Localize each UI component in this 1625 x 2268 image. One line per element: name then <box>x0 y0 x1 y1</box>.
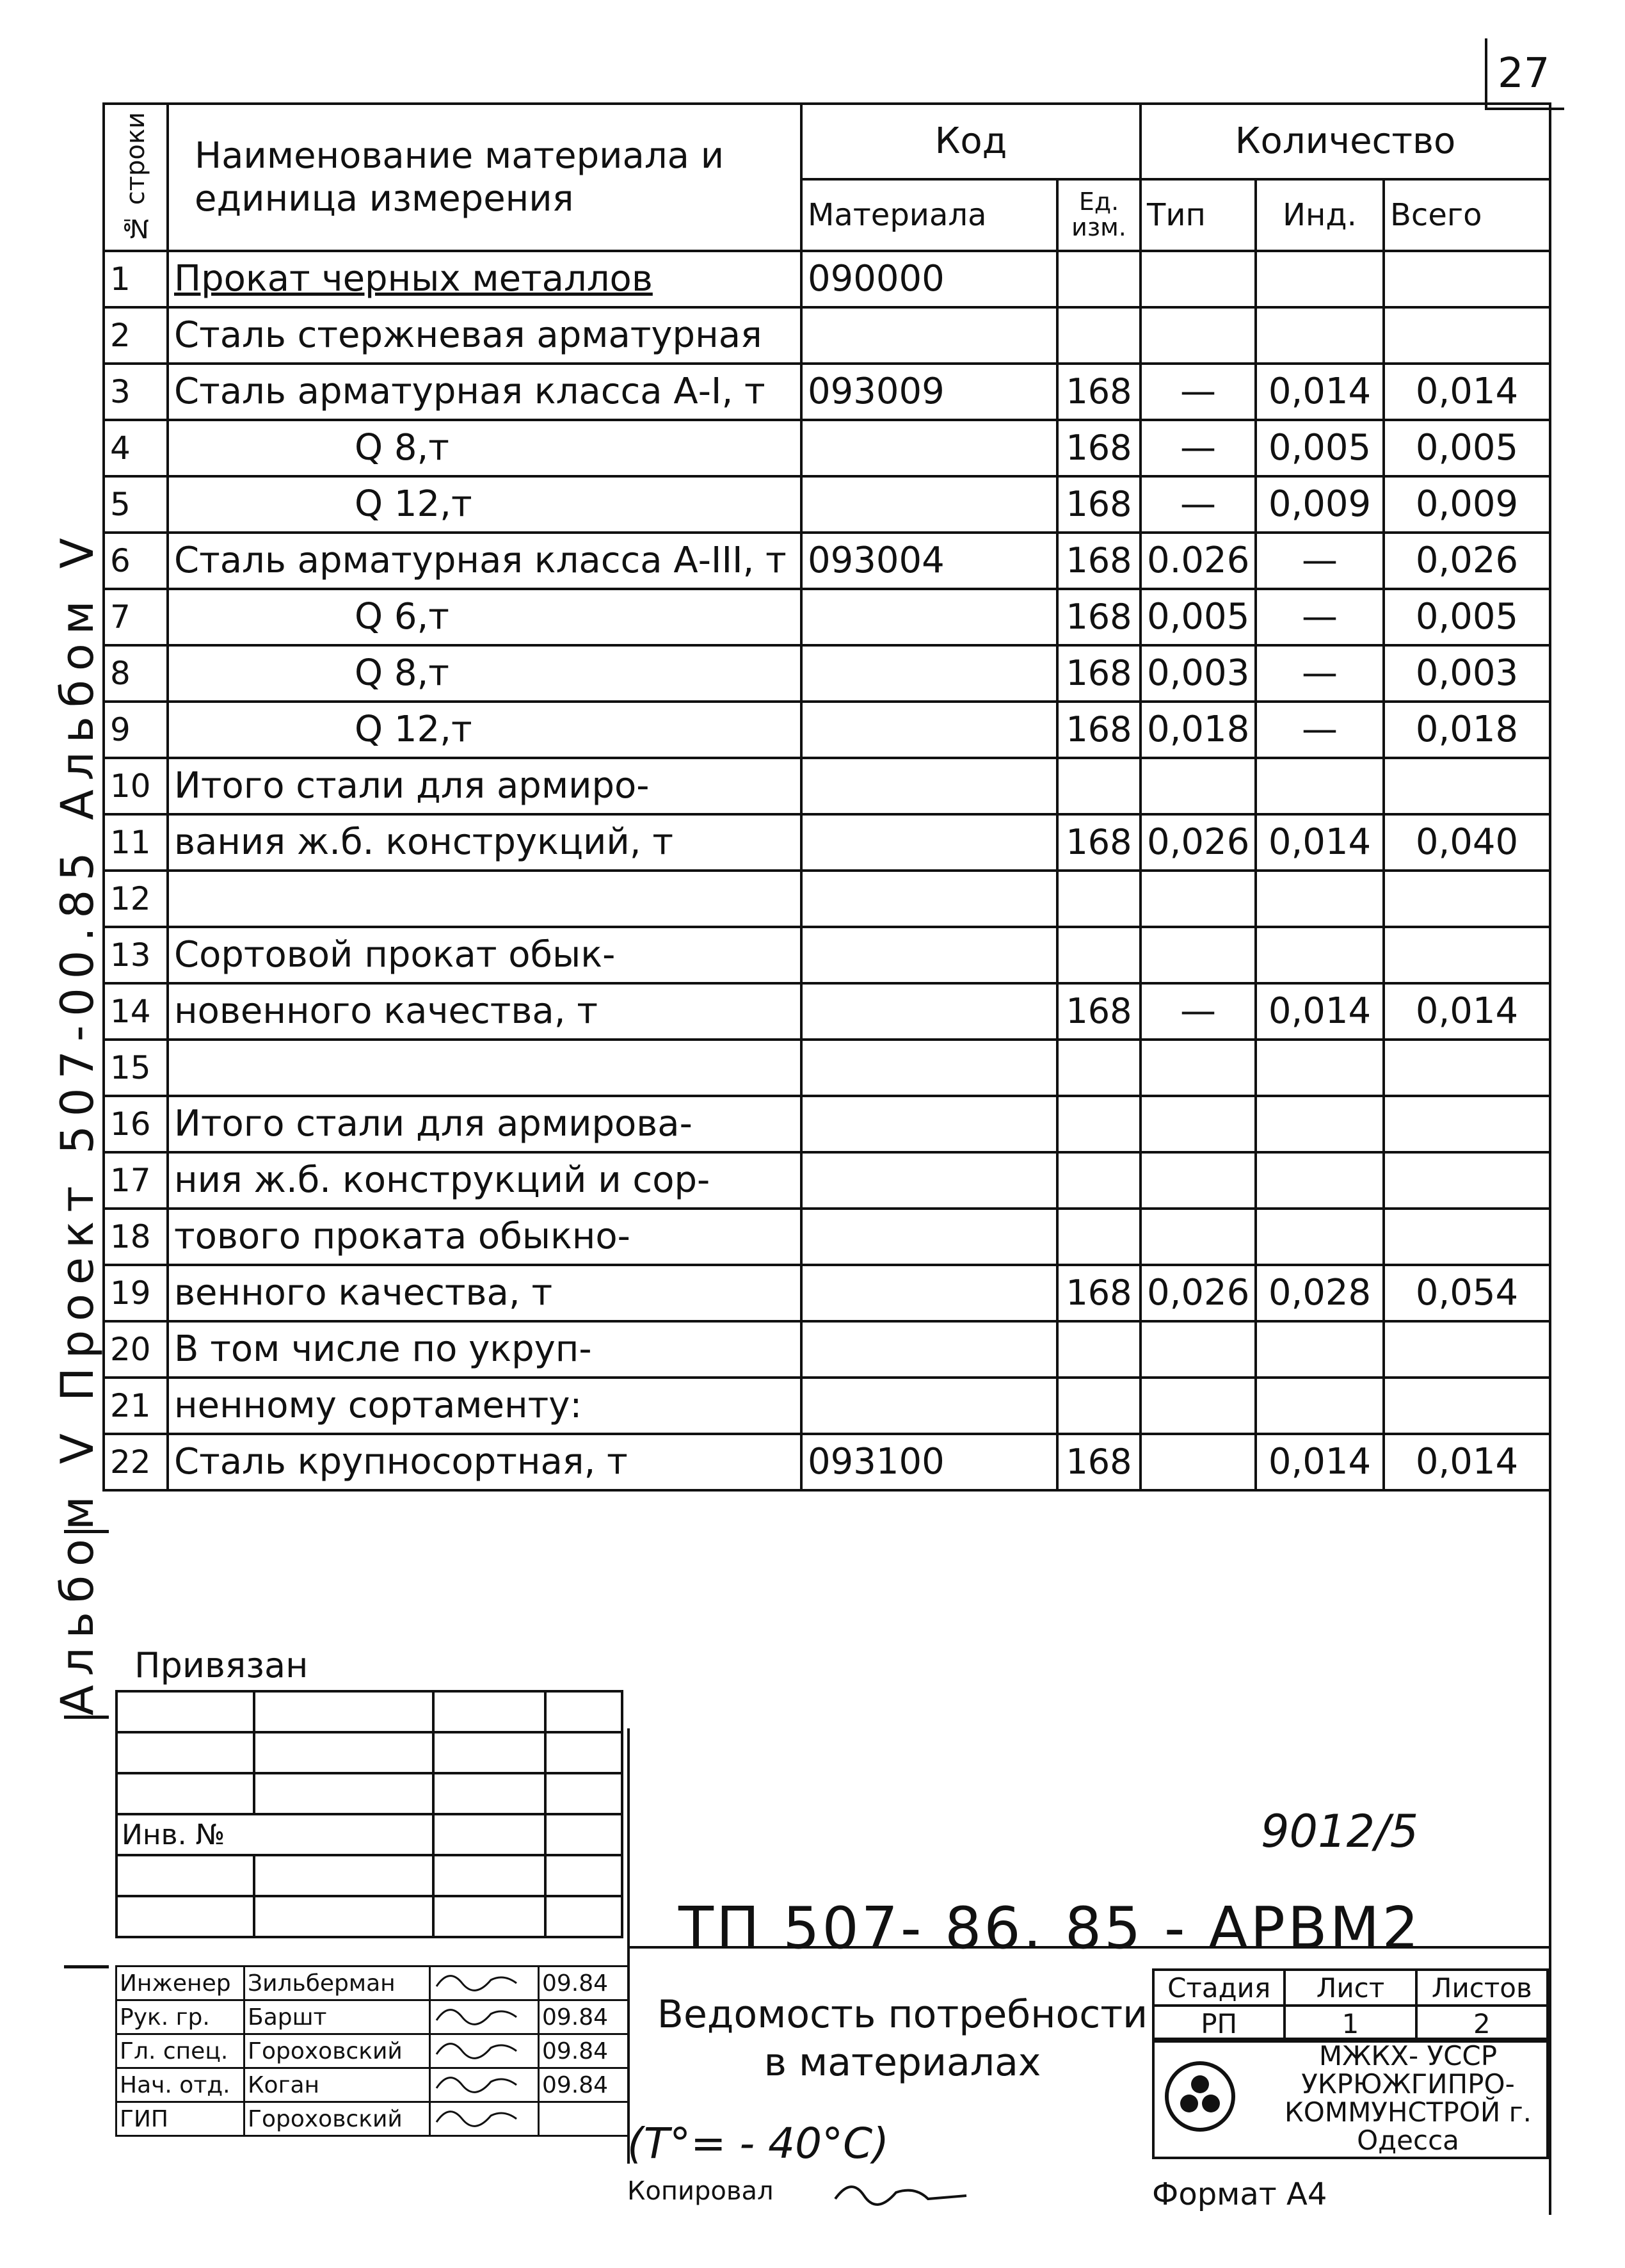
qty-type <box>1141 1209 1256 1265</box>
material-name: Прокат черных металлов <box>168 251 801 307</box>
row-number: 4 <box>104 420 168 476</box>
material-name: ния ж.б. конструкций и сор- <box>168 1152 801 1209</box>
qty-type <box>1141 1040 1256 1096</box>
material-code <box>801 1265 1057 1321</box>
sheets-value: 2 <box>1416 2006 1548 2041</box>
material-name: Q 8,т <box>168 645 801 702</box>
qty-type: 0,005 <box>1141 589 1256 645</box>
material-code <box>801 1209 1057 1265</box>
signature-role: Рук. гр. <box>116 2000 244 2034</box>
material-code <box>801 1096 1057 1152</box>
qty-total: 0,026 <box>1384 533 1550 589</box>
header-code: Код <box>801 104 1141 179</box>
unit-code <box>1057 1321 1141 1378</box>
signature-row <box>116 2034 628 2068</box>
signature-date: 09.84 <box>539 2000 628 2034</box>
material-name: ненному сортаменту: <box>168 1378 801 1434</box>
unit-code <box>1057 1152 1141 1209</box>
header-qty-ind: Инд. <box>1256 179 1384 251</box>
unit-code <box>1057 927 1141 983</box>
materials-table <box>102 102 1551 1492</box>
qty-ind: 0,005 <box>1256 420 1384 476</box>
sheet-value: 1 <box>1285 2006 1416 2041</box>
material-name: Сталь крупносортная, т <box>168 1434 801 1490</box>
unit-code: 168 <box>1057 533 1141 589</box>
material-code: 093100 <box>801 1434 1057 1490</box>
table-row <box>104 1378 1550 1434</box>
material-code <box>801 1378 1057 1434</box>
material-code: 093004 <box>801 533 1057 589</box>
qty-type <box>1141 1321 1256 1378</box>
row-number: 9 <box>104 702 168 758</box>
row-number: 11 <box>104 814 168 871</box>
unit-code <box>1057 1209 1141 1265</box>
qty-ind: — <box>1256 645 1384 702</box>
signature-date: 09.84 <box>539 1966 628 2000</box>
qty-type <box>1141 1434 1256 1490</box>
material-name: Q 12,т <box>168 702 801 758</box>
qty-total <box>1384 251 1550 307</box>
material-name: новенного качества, т <box>168 983 801 1040</box>
temperature-note: (Т°= - 40°С) <box>627 2119 889 2168</box>
row-number: 1 <box>104 251 168 307</box>
row-number: 19 <box>104 1265 168 1321</box>
qty-ind <box>1256 1152 1384 1209</box>
material-name: Итого стали для армирова- <box>168 1096 801 1152</box>
material-name: Сортовой прокат обык- <box>168 927 801 983</box>
qty-total <box>1384 307 1550 364</box>
material-name: вания ж.б. конструкций, т <box>168 814 801 871</box>
qty-ind: 0,028 <box>1256 1265 1384 1321</box>
title-divider <box>627 1946 1549 1949</box>
row-number: 2 <box>104 307 168 364</box>
qty-total: 0,005 <box>1384 589 1550 645</box>
material-code <box>801 758 1057 814</box>
qty-type <box>1141 251 1256 307</box>
qty-type: 0,003 <box>1141 645 1256 702</box>
header-code-material: Материала <box>801 179 1057 251</box>
signature-name: Гороховский <box>244 2034 430 2068</box>
row-number: 12 <box>104 871 168 927</box>
signature-name: Гороховский <box>244 2102 430 2136</box>
table-row <box>104 1040 1550 1096</box>
qty-type <box>1141 307 1256 364</box>
signature-row <box>116 1966 628 2000</box>
qty-total: 0,018 <box>1384 702 1550 758</box>
qty-ind <box>1256 871 1384 927</box>
table-row <box>104 420 1550 476</box>
qty-ind: 0,014 <box>1256 364 1384 420</box>
material-name: Сталь арматурная класса А-III, т <box>168 533 801 589</box>
qty-total <box>1384 871 1550 927</box>
material-code <box>801 702 1057 758</box>
header-qty-type: Тип <box>1141 179 1256 251</box>
signature-role: ГИП <box>116 2102 244 2136</box>
qty-type <box>1141 1152 1256 1209</box>
document-code: ТП 507- 86. 85 - АРВМ2 <box>678 1895 1421 1962</box>
qty-ind: 0,009 <box>1256 476 1384 533</box>
table-row <box>104 983 1550 1040</box>
qty-total: 0,014 <box>1384 983 1550 1040</box>
table-row <box>104 1209 1550 1265</box>
unit-code: 168 <box>1057 645 1141 702</box>
material-name: Итого стали для армиро- <box>168 758 801 814</box>
signature-role: Нач. отд. <box>116 2068 244 2102</box>
qty-type: — <box>1141 476 1256 533</box>
format-label: Формат А4 <box>1152 2176 1327 2212</box>
material-code <box>801 1321 1057 1378</box>
qty-type: — <box>1141 420 1256 476</box>
organization-name: МЖКХ- УССР УКРЮЖГИПРО- КОММУНСТРОЙ г. Одесса <box>1284 2040 1532 2157</box>
table-row <box>104 1321 1550 1378</box>
unit-code: 168 <box>1057 1434 1141 1490</box>
unit-code: 168 <box>1057 364 1141 420</box>
material-code <box>801 645 1057 702</box>
table-row <box>104 251 1550 307</box>
unit-code: 168 <box>1057 983 1141 1040</box>
unit-code <box>1057 251 1141 307</box>
copyist-signature <box>832 2173 973 2219</box>
signature-name: Зильберман <box>244 1966 430 2000</box>
sheets-header: Листов <box>1416 1970 1548 2006</box>
signature-row <box>116 2000 628 2034</box>
document-number: 9012/5 <box>1261 1805 1419 1858</box>
qty-total <box>1384 1321 1550 1378</box>
margin-tick <box>64 1530 109 1533</box>
signature-date <box>539 2102 628 2136</box>
unit-code: 168 <box>1057 476 1141 533</box>
organization-logo-icon <box>1165 2061 1235 2132</box>
row-number: 14 <box>104 983 168 1040</box>
material-code <box>801 871 1057 927</box>
qty-total: 0,040 <box>1384 814 1550 871</box>
page-number: 27 <box>1498 50 1550 97</box>
material-name: Сталь стержневая арматурная <box>168 307 801 364</box>
sheet-header: Лист <box>1285 1970 1416 2006</box>
unit-code <box>1057 1040 1141 1096</box>
material-name: Q 12,т <box>168 476 801 533</box>
qty-ind: 0,014 <box>1256 1434 1384 1490</box>
unit-code <box>1057 307 1141 364</box>
material-code <box>801 420 1057 476</box>
qty-type: — <box>1141 983 1256 1040</box>
unit-code: 168 <box>1057 420 1141 476</box>
signatures-table <box>115 1965 629 2137</box>
qty-ind <box>1256 758 1384 814</box>
qty-type: 0,026 <box>1141 814 1256 871</box>
signature-name: Баршт <box>244 2000 430 2034</box>
side-album-label: Альбом V Проект 507-00.85 Альбом V <box>51 529 104 1716</box>
material-code <box>801 814 1057 871</box>
signature-row <box>116 2068 628 2102</box>
material-code <box>801 307 1057 364</box>
table-row <box>104 307 1550 364</box>
table-row <box>104 476 1550 533</box>
row-number: 18 <box>104 1209 168 1265</box>
signature-name: Коган <box>244 2068 430 2102</box>
qty-ind: — <box>1256 533 1384 589</box>
row-number: 21 <box>104 1378 168 1434</box>
row-number: 16 <box>104 1096 168 1152</box>
material-code <box>801 927 1057 983</box>
row-number: 13 <box>104 927 168 983</box>
row-number: 3 <box>104 364 168 420</box>
qty-type <box>1141 1096 1256 1152</box>
qty-ind <box>1256 251 1384 307</box>
privyazan-grid <box>115 1690 623 1938</box>
unit-code: 168 <box>1057 589 1141 645</box>
material-code <box>801 589 1057 645</box>
qty-total: 0,014 <box>1384 364 1550 420</box>
qty-type <box>1141 871 1256 927</box>
header-name: Наименование материала и единица измерения <box>168 104 801 251</box>
qty-ind <box>1256 1209 1384 1265</box>
table-row <box>104 927 1550 983</box>
row-number: 15 <box>104 1040 168 1096</box>
row-number: 10 <box>104 758 168 814</box>
materials-rows <box>104 251 1550 1490</box>
unit-code <box>1057 1096 1141 1152</box>
row-number: 8 <box>104 645 168 702</box>
signature-role: Инженер <box>116 1966 244 2000</box>
signature-mark <box>430 2102 539 2136</box>
row-number: 17 <box>104 1152 168 1209</box>
qty-ind <box>1256 1096 1384 1152</box>
document-title: Ведомость потребности в материалах <box>657 1992 1148 2085</box>
material-name <box>168 871 801 927</box>
qty-total: 0,003 <box>1384 645 1550 702</box>
material-code: 090000 <box>801 251 1057 307</box>
signature-mark <box>430 2068 539 2102</box>
material-code <box>801 1152 1057 1209</box>
row-number: 6 <box>104 533 168 589</box>
qty-type: — <box>1141 364 1256 420</box>
qty-total <box>1384 1152 1550 1209</box>
qty-ind <box>1256 1040 1384 1096</box>
header-row-no: № строки <box>104 104 168 251</box>
unit-code: 168 <box>1057 702 1141 758</box>
qty-total: 0,009 <box>1384 476 1550 533</box>
row-number: 22 <box>104 1434 168 1490</box>
stage-header: Стадия <box>1153 1970 1285 2006</box>
table-row <box>104 1265 1550 1321</box>
qty-total <box>1384 927 1550 983</box>
qty-total: 0,054 <box>1384 1265 1550 1321</box>
header-code-unit: Ед. изм. <box>1057 179 1141 251</box>
table-row <box>104 645 1550 702</box>
signature-date: 09.84 <box>539 2034 628 2068</box>
inv-no-label: Инв. № <box>116 1814 433 1855</box>
signature-mark <box>430 2000 539 2034</box>
qty-type: 0,026 <box>1141 1265 1256 1321</box>
material-name: тового проката обыкно- <box>168 1209 801 1265</box>
table-row <box>104 702 1550 758</box>
qty-type <box>1141 1378 1256 1434</box>
margin-tick <box>64 1716 109 1719</box>
signature-row <box>116 2102 628 2136</box>
qty-ind: 0,014 <box>1256 983 1384 1040</box>
stage-value: РП <box>1153 2006 1285 2041</box>
qty-ind <box>1256 927 1384 983</box>
material-name: Q 6,т <box>168 589 801 645</box>
table-row <box>104 533 1550 589</box>
copied-label: Копировал <box>627 2176 774 2206</box>
header-qty-total: Всего <box>1384 179 1550 251</box>
table-row <box>104 1434 1550 1490</box>
signature-role: Гл. спец. <box>116 2034 244 2068</box>
unit-code: 168 <box>1057 1265 1141 1321</box>
table-row <box>104 1152 1550 1209</box>
table-row <box>104 364 1550 420</box>
table-row <box>104 758 1550 814</box>
unit-code <box>1057 1378 1141 1434</box>
table-row <box>104 814 1550 871</box>
qty-ind <box>1256 1321 1384 1378</box>
qty-ind <box>1256 1378 1384 1434</box>
unit-code <box>1057 758 1141 814</box>
material-name: венного качества, т <box>168 1265 801 1321</box>
qty-ind <box>1256 307 1384 364</box>
material-code <box>801 1040 1057 1096</box>
row-number: 20 <box>104 1321 168 1378</box>
table-row <box>104 1096 1550 1152</box>
table-row <box>104 589 1550 645</box>
qty-type: 0,018 <box>1141 702 1256 758</box>
privyazan-label: Привязан <box>134 1645 308 1685</box>
material-name: В том числе по укруп- <box>168 1321 801 1378</box>
signature-mark <box>430 1966 539 2000</box>
qty-total <box>1384 1040 1550 1096</box>
qty-total <box>1384 1378 1550 1434</box>
qty-total: 0,014 <box>1384 1434 1550 1490</box>
material-name <box>168 1040 801 1096</box>
row-number: 5 <box>104 476 168 533</box>
qty-total <box>1384 1096 1550 1152</box>
signature-date: 09.84 <box>539 2068 628 2102</box>
header-quantity: Количество <box>1141 104 1550 179</box>
unit-code: 168 <box>1057 814 1141 871</box>
qty-type <box>1141 927 1256 983</box>
stage-table <box>1152 1968 1549 2043</box>
material-code <box>801 476 1057 533</box>
qty-ind: — <box>1256 702 1384 758</box>
qty-type <box>1141 758 1256 814</box>
row-number: 7 <box>104 589 168 645</box>
material-code <box>801 983 1057 1040</box>
qty-type: 0.026 <box>1141 533 1256 589</box>
qty-ind: 0,014 <box>1256 814 1384 871</box>
material-name: Q 8,т <box>168 420 801 476</box>
table-row <box>104 871 1550 927</box>
material-code: 093009 <box>801 364 1057 420</box>
qty-total <box>1384 1209 1550 1265</box>
margin-tick <box>64 1965 109 1968</box>
qty-total: 0,005 <box>1384 420 1550 476</box>
qty-ind: — <box>1256 589 1384 645</box>
unit-code <box>1057 871 1141 927</box>
signature-mark <box>430 2034 539 2068</box>
qty-total <box>1384 758 1550 814</box>
material-name: Сталь арматурная класса А-I, т <box>168 364 801 420</box>
